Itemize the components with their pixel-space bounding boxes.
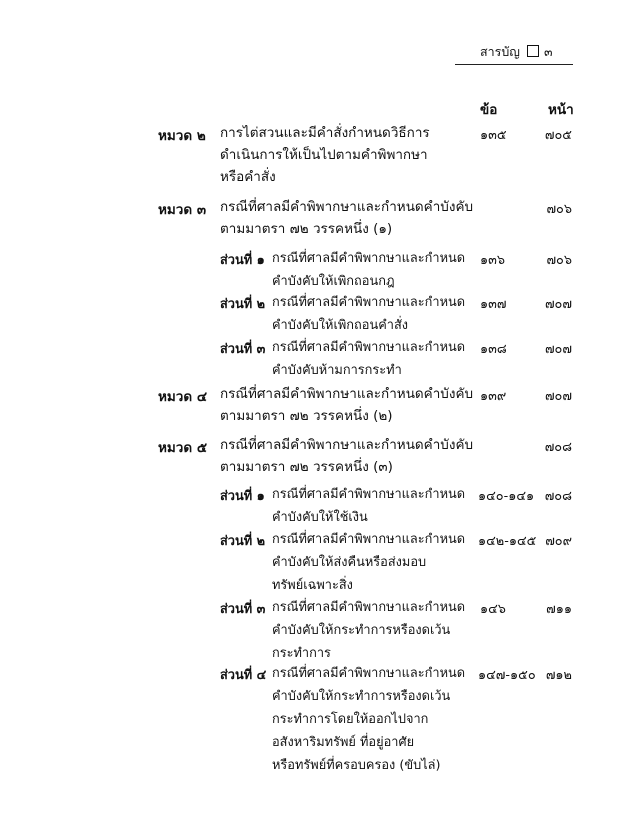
entry-title	[272, 336, 465, 382]
entry-line: หรือทรัพย์ที่ครอบครอง (ขับไล่)	[272, 758, 441, 773]
entry-title	[272, 528, 465, 597]
entry-title	[272, 483, 465, 529]
entry-line: กรณีที่ศาลมีคำพิพากษาและกำหนด	[272, 487, 466, 502]
entry-label: ส่วนที่ ๒	[220, 534, 266, 549]
column-header-page: หน้า	[548, 102, 574, 118]
entry-page: ๗๐๙	[545, 534, 572, 549]
entry-line: กรณีที่ศาลมีคำพิพากษาและกำหนด	[272, 600, 466, 615]
entry-label: ส่วนที่ ๓	[220, 602, 266, 617]
entry-page: ๗๑๑	[546, 602, 572, 617]
entry-article: ๑๓๕	[480, 128, 507, 143]
entry-page: ๗๐๗	[544, 342, 572, 357]
entry-line: กรณีที่ศาลมีคำพิพากษาและกำหนด	[272, 295, 466, 310]
entry-label: หมวด ๔	[158, 389, 208, 405]
entry-article: ๑๔๐-๑๔๑	[478, 489, 535, 504]
entry-line: กรณีที่ศาลมีคำพิพากษาและกำหนดคำบังคับ	[220, 437, 474, 453]
entry-line: กรณีที่ศาลมีคำพิพากษาและกำหนด	[272, 666, 466, 681]
entry-line: ตามมาตรา ๗๒ วรรคหนึ่ง (๑)	[220, 221, 393, 237]
entry-page: ๗๐๘	[544, 440, 572, 455]
entry-page: ๗๑๒	[545, 668, 572, 683]
entry-line: กรณีที่ศาลมีคำพิพากษาและกำหนดคำบังคับ	[220, 199, 474, 215]
entry-article: ๑๔๗-๑๕๐	[478, 668, 536, 683]
entry-title	[272, 662, 465, 777]
entry-line: กระทำการ	[272, 646, 331, 661]
entry-label: ส่วนที่ ๓	[220, 342, 266, 357]
entry-line: ตามมาตรา ๗๒ วรรคหนึ่ง (๒)	[220, 408, 393, 424]
entry-label: ส่วนที่ ๑	[220, 253, 265, 268]
entry-label: หมวด ๓	[158, 202, 207, 218]
entry-label: ส่วนที่ ๑	[220, 489, 265, 504]
entry-page: ๗๐๕	[544, 128, 572, 143]
entry-line: กรณีที่ศาลมีคำพิพากษาและกำหนด	[272, 251, 466, 266]
column-header-article: ข้อ	[480, 102, 498, 118]
entry-label: ส่วนที่ ๔	[220, 668, 267, 683]
entry-title	[272, 247, 465, 293]
entry-label: หมวด ๕	[158, 440, 208, 456]
entry-line: คำบังคับให้ส่งคืนหรือส่งมอบ	[272, 555, 427, 570]
entry-page: ๗๐๗	[544, 389, 572, 404]
entry-line: ตามมาตรา ๗๒ วรรคหนึ่ง (๓)	[220, 459, 393, 475]
entry-label: หมวด ๒	[158, 128, 206, 144]
entry-title	[220, 196, 473, 240]
page-header	[480, 42, 553, 62]
entry-article: ๑๔๖	[480, 602, 506, 617]
entry-line: คำบังคับให้เพิกถอนคำสั่ง	[272, 318, 409, 333]
entry-line: คำบังคับให้เพิกถอนกฎ	[272, 274, 395, 289]
entry-title	[220, 383, 473, 427]
entry-title	[220, 122, 430, 188]
entry-article: ๑๓๗	[480, 297, 507, 312]
header-page-number: ๓	[543, 44, 553, 59]
checkbox-square-icon	[527, 45, 539, 57]
entry-line: คำบังคับให้กระทำการหรืองดเว้น	[272, 689, 451, 704]
entry-article: ๑๓๖	[480, 253, 505, 268]
entry-line: กรณีที่ศาลมีคำพิพากษาและกำหนด	[272, 532, 466, 547]
entry-line: คำบังคับให้กระทำการหรืองดเว้น	[272, 623, 451, 638]
entry-article: ๑๔๒-๑๔๕	[478, 534, 537, 549]
header-rule	[455, 64, 573, 65]
header-title: สารบัญ	[480, 44, 520, 59]
entry-page: ๗๐๘	[544, 489, 572, 504]
entry-line: อสังหาริมทรัพย์ ที่อยู่อาศัย	[272, 735, 415, 750]
entry-article: ๑๓๘	[480, 342, 507, 357]
entry-line: ทรัพย์เฉพาะสิ่ง	[272, 578, 353, 593]
entry-page: ๗๐๖	[546, 253, 572, 268]
entry-line: คำบังคับห้ามการกระทำ	[272, 363, 402, 378]
entry-page: ๗๐๗	[544, 297, 572, 312]
entry-title	[272, 596, 465, 665]
entry-title	[220, 434, 473, 478]
entry-label: ส่วนที่ ๒	[220, 297, 266, 312]
entry-line: หรือคำสั่ง	[220, 169, 276, 185]
entry-line: การไต่สวนและมีคำสั่งกำหนดวิธีการ	[220, 125, 430, 141]
entry-line: คำบังคับให้ใช้เงิน	[272, 510, 368, 525]
entry-page: ๗๐๖	[546, 202, 572, 217]
entry-title	[272, 291, 465, 337]
entry-line: กรณีที่ศาลมีคำพิพากษาและกำหนด	[272, 340, 466, 355]
entry-line: กรณีที่ศาลมีคำพิพากษาและกำหนดคำบังคับ	[220, 386, 474, 402]
entry-line: ดำเนินการให้เป็นไปตามคำพิพากษา	[220, 147, 428, 163]
entry-article: ๑๓๙	[480, 389, 507, 404]
entry-line: กระทำการโดยให้ออกไปจาก	[272, 712, 429, 727]
